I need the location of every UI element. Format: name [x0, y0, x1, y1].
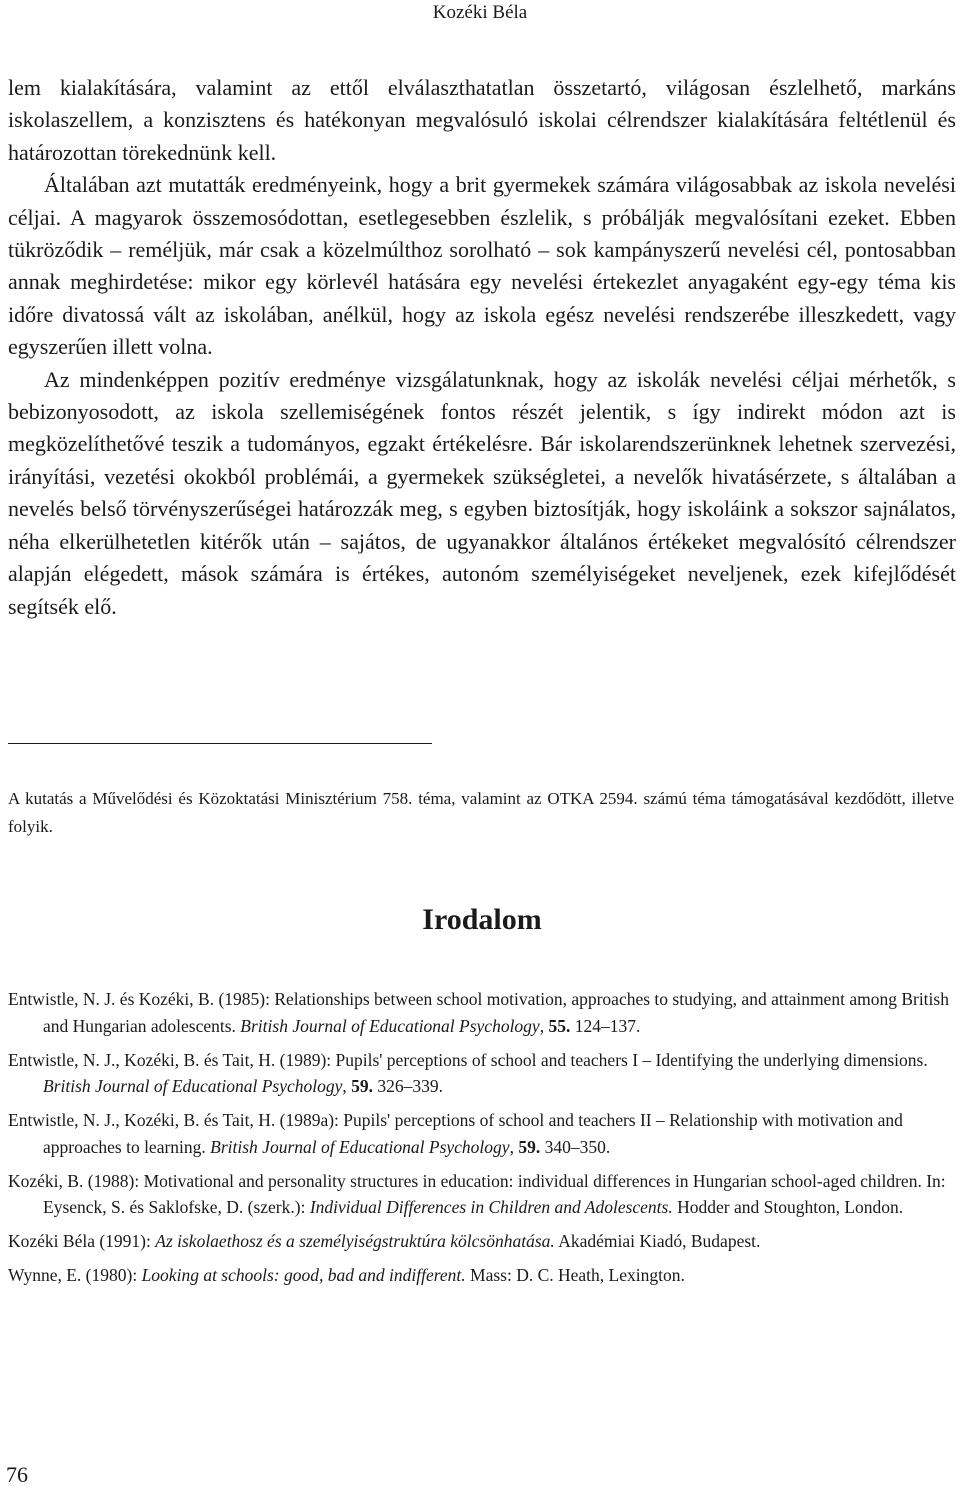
- reference-journal: British Journal of Educational Psychology: [43, 1076, 343, 1096]
- reference-journal: British Journal of Educational Psychology: [210, 1136, 510, 1157]
- reference-item: [8, 1228, 954, 1255]
- reference-publisher: Mass: D. C. Heath, Lexington.: [465, 1265, 685, 1285]
- reference-journal: British Journal of Educational Psychology: [240, 1015, 540, 1036]
- reference-title: Motivational and personality structures in education: individual differences in Hungarian school-aged children. In: Eysenck, S. és Saklofske, D. (szerk.):: [43, 1170, 946, 1217]
- reference-volume: 55.: [548, 1015, 571, 1036]
- paragraph: Általában azt mutatták eredményeink, hogy a brit gyermekek számára világosabbak az iskola nevelési céljai. A magyarok összemosódottan, esetlegesebben észlelik, s próbálják megvalósítani ezeket. Ebben tükröződik – reméljük, már csak a közelmúlthoz sorolható – sok kampányszerű nevelési cél, pontosabban annak meghirdetése: mikor egy körlevél hatására egy nevelési értekezlet anyagaként egy-egy téma kis időre divatossá vált az iskolában, anélkül, hogy az iskola egész nevelési rendszerébe illeszkedett, vagy egyszerűen illett volna.: [8, 172, 956, 360]
- reference-volume: 59.: [518, 1136, 541, 1157]
- reference-item: [8, 1168, 954, 1221]
- reference-item: [8, 986, 954, 1039]
- reference-separator: ,: [342, 1076, 352, 1096]
- reference-authors: Kozéki Béla (1991):: [8, 1231, 156, 1251]
- body-text: [8, 72, 956, 623]
- page-number: 76: [6, 1462, 28, 1487]
- footnote-separator: [8, 743, 432, 744]
- reference-separator: ,: [539, 1015, 549, 1036]
- reference-title: Relationships between school motivation, approaches to studying, and attainment among British and Hungarian adolescents.: [43, 989, 949, 1036]
- reference-pages: 326–339.: [373, 1076, 444, 1096]
- paragraph: lem kialakítására, valamint az ettől elválaszthatatlan összetartó, világosan észlelhető, markáns iskolaszellem, a konzisztens és hatékonyan megvalósuló iskolai célrendszer kialakítására feltétlenül és határozottan törekednünk kell.: [8, 75, 956, 165]
- reference-volume: 59.: [351, 1076, 374, 1096]
- paragraph: Az mindenképpen pozitív eredménye vizsgálatunknak, hogy az iskolák nevelési céljai mérhetők, s bebizonyosodott, az iskola szellemiségének fontos részét jelentik, s így indirekt módon azt is megközelíthetővé teszik a tudományos, egzakt értékelésre. Bár iskolarendszerünknek lehetnek szervezési, irányítási, vezetési okokból problémái, a gyermekek szükségletei, a nevelők hivatásérzete, s általában a nevelés belső törvényszerűségei határozzák meg, s egyben biztosítják, hogy iskoláink a sokszor sajnálatos, néha elkerülhetetlen kitérők után – sajátos, de ugyanakkor általános értékeket megvalósító célrendszer alapján elégedett, mások számára is értékes, autonóm személyiségeket neveljenek, ezek kifejlődését segítsék elő.: [8, 366, 956, 619]
- reference-book-title: Looking at schools: good, bad and indifferent.: [141, 1265, 466, 1285]
- reference-separator: ,: [509, 1136, 519, 1157]
- reference-authors: Kozéki, B. (1988):: [8, 1170, 144, 1191]
- reference-list: [8, 986, 954, 1296]
- reference-book-title: Az iskolaethosz és a személyiségstruktúra kölcsönhatása.: [155, 1231, 555, 1251]
- reference-publisher: Hodder and Stoughton, London.: [672, 1197, 904, 1217]
- reference-title: Pupils' perceptions of school and teachers II – Relationship with motivation and approaches to learning.: [43, 1110, 903, 1157]
- reference-item: [8, 1262, 954, 1289]
- reference-authors: Wynne, E. (1980):: [8, 1265, 142, 1285]
- reference-pages: 340–350.: [540, 1136, 611, 1157]
- reference-pages: 124–137.: [570, 1015, 641, 1036]
- reference-title: Pupils' perceptions of school and teachers I – Identifying the underlying dimensions.: [335, 1049, 928, 1070]
- reference-item: [8, 1107, 954, 1160]
- reference-item: [8, 1047, 954, 1100]
- running-head: Kozéki Béla: [432, 2, 528, 23]
- references-heading: Irodalom: [422, 903, 542, 936]
- reference-book-title: Individual Differences in Children and Adolescents.: [309, 1197, 673, 1217]
- reference-publisher: Akadémiai Kiadó, Budapest.: [554, 1231, 761, 1251]
- reference-authors: Entwistle, N. J., Kozéki, B. és Tait, H. (1989):: [8, 1049, 336, 1070]
- reference-authors: Entwistle, N. J., Kozéki, B. és Tait, H. (1989a):: [8, 1110, 344, 1130]
- reference-authors: Entwistle, N. J. és Kozéki, B. (1985):: [8, 989, 275, 1009]
- footnote: A kutatás a Művelődési és Közoktatási Minisztérium 758. téma, valamint az OTKA 2594. számú téma támogatásával kezdődött, illetve folyik.: [8, 789, 954, 836]
